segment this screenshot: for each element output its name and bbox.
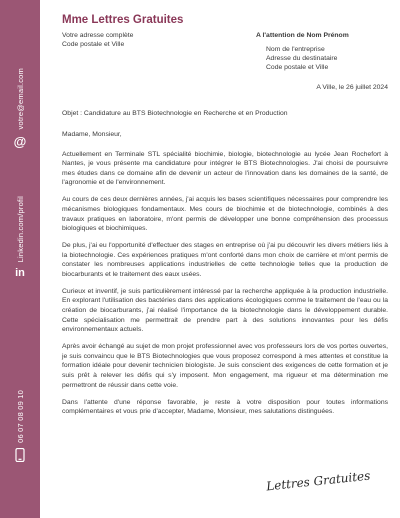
letter-object: Objet : Candidature au BTS Biotechnologie en Recherche et en Production [62,110,288,117]
paragraph: Curieux et inventif, je suis particulièrement intéressé par la recherche appliquée à la production industrielle. En explorant l'utilisation des bactéries dans des applications écologiques comme le traitement de l'eau ou la création de biocarburants, j'ai réalisé l'importance de la biotechnologie dans le développement durable. Cette spécialisation me permettrait de prendre part à des solutions innovantes pour les défis environnementaux actuels. [62,287,388,334]
linkedin-text[interactable]: Linkedin.com/profil [15,196,25,263]
recipient-city: Code postale et Ville [266,64,329,71]
phone-icon [15,448,25,467]
recipient-attention: A l'attention de Nom Prénom [256,32,349,39]
sender-name: Mme Lettres Gratuites [62,14,184,26]
letter-date: A Ville, le 26 juillet 2024 [316,84,388,91]
sender-address: Votre adresse complète [62,32,134,39]
paragraph: Dans l'attente d'une réponse favorable, je reste à votre disposition pour toutes informations complémentaires et vous prie d'accepter, Madame, Monsieur, mes salutations distinguées. [62,398,388,416]
recipient-company: Nom de l'entreprise [266,46,325,53]
paragraph: Au cours de ces deux dernières années, j'ai acquis les bases scientifiques nécessaires pour comprendre les mécanismes biologiques fondamentaux. Mes cours de biochimie et de biotechnologie, combinés à des travaux pratiques en laboratoire, m'ont permis de développer une bonne compréhension des processus biologiques et biochimiques. [62,196,388,233]
at-icon: @ [13,134,27,150]
sidebar [0,0,40,518]
recipient-address: Adresse du destinataire [266,55,338,62]
paragraph: Actuellement en Terminale STL spécialité biochimie, biologie, biotechnologie au lycée Jean Rochefort à Nantes, je vous présente ma candidature pour intégrer le BTS Biotechnologies. J'ai choisi de poursuivre mes études dans ce domaine afin de devenir un acteur de l'innovation dans les domaines de la santé, de l'agronomie et de l'environnement. [62,150,388,187]
letter-content [62,0,388,518]
phone-text[interactable]: 06 07 08 09 10 [15,390,25,443]
sidebar-linkedin[interactable] [0,196,40,279]
salutation: Madame, Monsieur, [62,131,122,138]
letter-body [62,130,388,424]
sidebar-phone[interactable] [0,390,40,467]
recipient-block [256,31,388,72]
paragraph: De plus, j'ai eu l'opportunité d'effectuer des stages en entreprise où j'ai pu découvrir les divers métiers liés à la biotechnologie. Ces expériences pratiques m'ont conforté dans mon choix de carrière et m'ont permis de constater les nombreuses applications industrielles de cette technologie telles que la production de biocarburants et le traitement des eaux usées. [62,242,388,278]
sidebar-email[interactable] [0,68,40,149]
paragraph: Après avoir échangé au sujet de mon projet professionnel avec vos professeurs lors de vos portes ouvertes, je suis convaincu que le BTS Biotechnologies que vous proposez correspond à mes attentes et constitue la formation idéale pour devenir technicien biologiste. Je suis conscient des exigences de cette formation et je suis prêt à relever les défis qui s'y imposent. Mon engagement, ma rigueur et ma détermination me permettront de réussir dans cette voie. [62,343,388,389]
sender-city: Code postale et Ville [62,41,125,48]
email-text[interactable]: votre@email.com [15,68,25,130]
signature: Lettres Gratuites [265,468,371,494]
linkedin-icon: in [15,267,25,280]
sender-address-block [62,31,133,49]
